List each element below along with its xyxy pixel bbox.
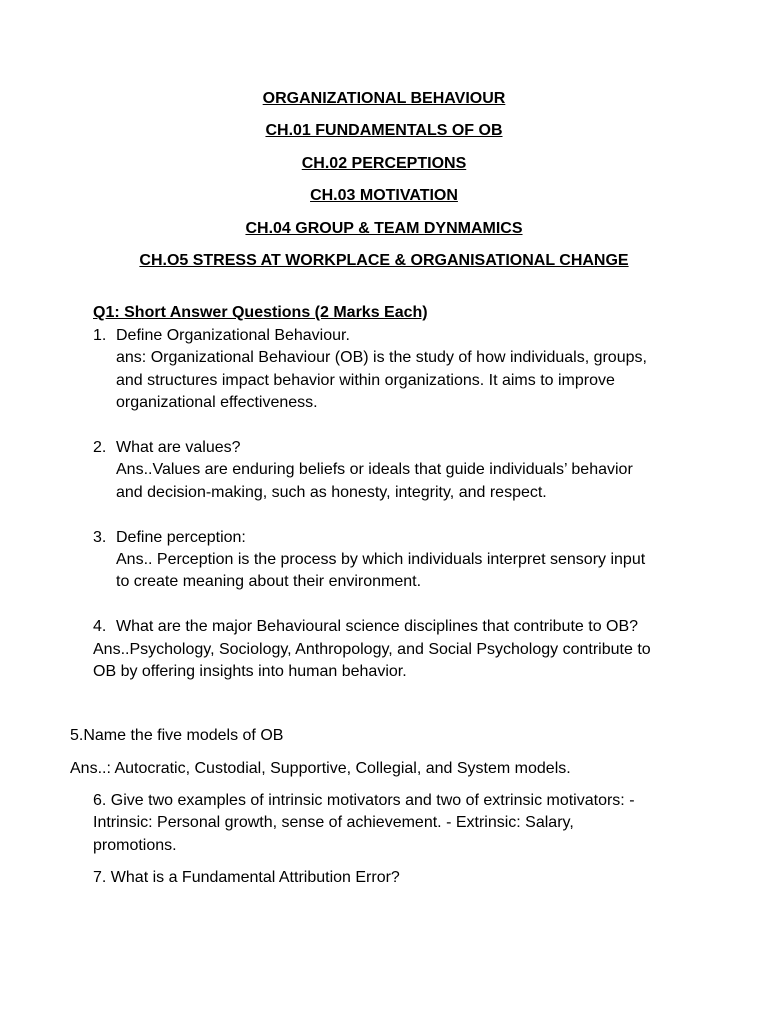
question-5-text: 5.Name the five models of OB (70, 727, 284, 744)
answer-1-line-2: and structures impact behavior within organizations. It aims to improve (116, 372, 615, 389)
answer-3-line-2: to create meaning about their environment. (116, 573, 422, 590)
question-2-text: What are values? (116, 439, 241, 456)
question-6-line-2: Intrinsic: Personal growth, sense of achievement. - Extrinsic: Salary, (93, 814, 574, 831)
question-number-4: 4. (93, 618, 107, 635)
answer-4-line-2: OB by offering insights into human behavior. (93, 663, 407, 680)
chapter-heading-3: CH.03 MOTIVATION (310, 187, 458, 205)
answer-2-line-1: Ans..Values are enduring beliefs or ideals that guide individuals’ behavior (116, 461, 633, 478)
chapter-heading-4: CH.04 GROUP & TEAM DYNMAMICS (245, 219, 523, 237)
chapter-headings (0, 88, 768, 282)
question-3-text: Define perception: (116, 529, 246, 546)
question-6-line-1: 6. Give two examples of intrinsic motivators and two of extrinsic motivators: - (93, 792, 635, 809)
document-title: ORGANIZATIONAL BEHAVIOUR (262, 90, 506, 107)
question-7-text: 7. What is a Fundamental Attribution Error? (93, 869, 400, 886)
question-number-2: 2. (93, 439, 107, 456)
question-4-text: What are the major Behavioural science disciplines that contribute to OB? (116, 618, 639, 635)
answer-1-line-1: ans: Organizational Behaviour (OB) is the study of how individuals, groups, (116, 349, 647, 366)
section-title: Q1: Short Answer Questions (2 Marks Each) (93, 304, 428, 321)
answer-5-text: Ans..: Autocratic, Custodial, Supportive, Collegial, and System models. (70, 760, 571, 777)
answer-1-line-3: organizational effectiveness. (116, 394, 318, 411)
question-number-1: 1. (93, 327, 107, 344)
question-1-text: Define Organizational Behaviour. (116, 327, 350, 344)
question-number-3: 3. (93, 529, 107, 546)
chapter-heading-5: CH.O5 STRESS AT WORKPLACE & ORGANISATIONAL CHANGE (139, 251, 629, 269)
chapter-heading-2: CH.02 PERCEPTIONS (301, 154, 467, 172)
answer-2-line-2: and decision-making, such as honesty, integrity, and respect. (116, 484, 547, 501)
question-6-line-3: promotions. (93, 837, 177, 854)
chapter-heading-1: CH.01 FUNDAMENTALS OF OB (265, 122, 503, 140)
answer-3-line-1: Ans.. Perception is the process by which individuals interpret sensory input (116, 551, 646, 568)
answer-4-line-1: Ans..Psychology, Sociology, Anthropology, and Social Psychology contribute to (93, 641, 651, 658)
